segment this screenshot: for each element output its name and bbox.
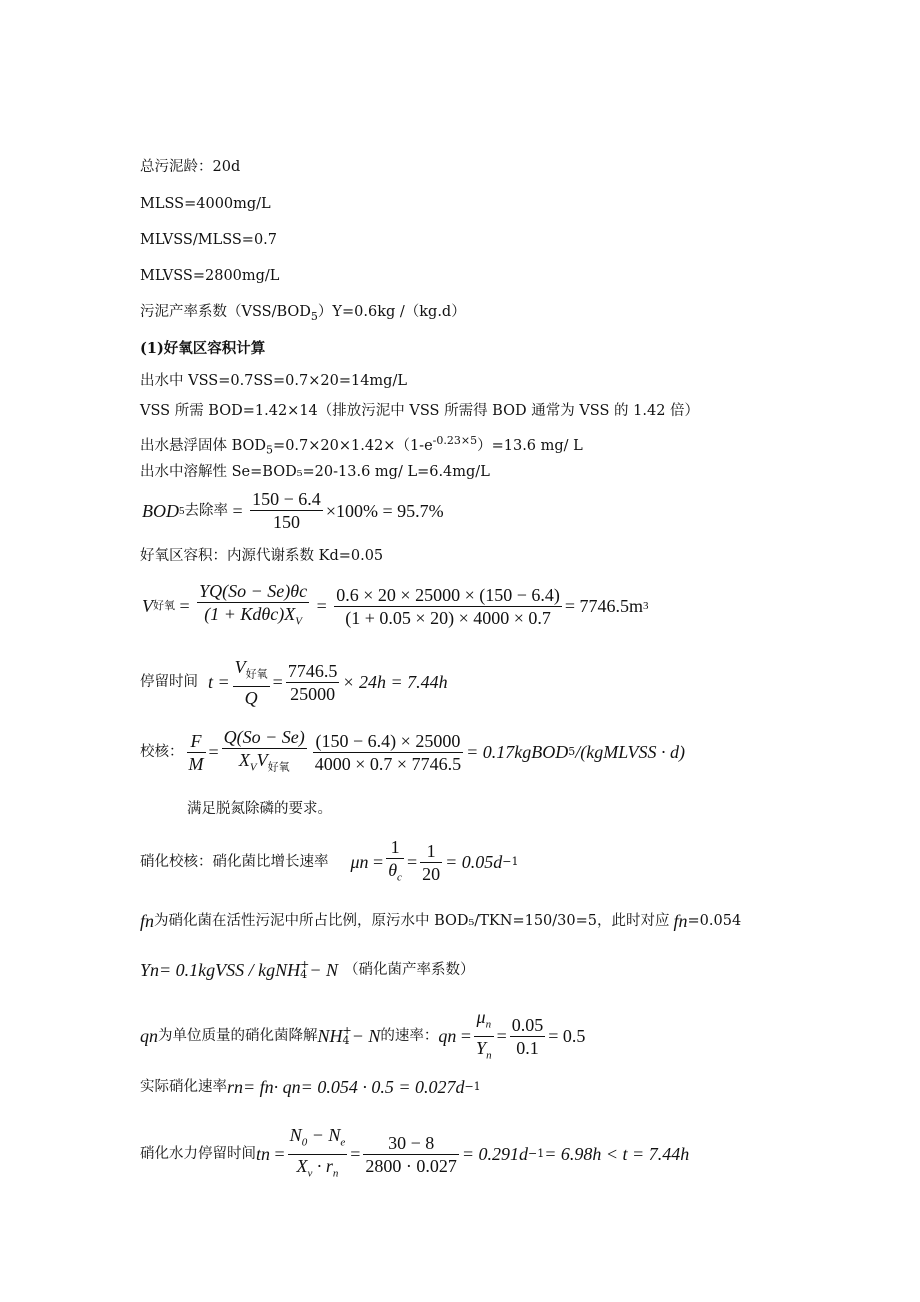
- actual-nitrification-rate-line: 实际硝化速率 r n = f n · q n = 0.054 · 0.5 = 0.027d −1: [140, 1077, 481, 1097]
- retention-time-equation: 停留时间 t = $\frac{V_{好氧}}{Q}$ = $\frac{7746.5}{25000}$ × 24h = 7.44h: [140, 657, 448, 708]
- volume-formula-fraction: $\frac{YQ(So - Se)\theta c}{(1 + Kd\theta c)X_V}$: [199, 581, 308, 628]
- nitrification-formula-fraction: $\frac{N_0 - N_e}{X_v \cdot r_n}$: [289, 1125, 346, 1180]
- bod-removal-fraction: $\frac{150 - 6.4}{150}$: [252, 489, 321, 532]
- kd-line: 好氧区容积：内源代谢系数 Kd=0.05: [140, 548, 384, 564]
- fm-value-fraction: $\frac{(150 - 6.4) \times 25000}{4000 \times 0.7 \times 7746.5}$: [314, 730, 462, 774]
- fm-formula-fraction: $\frac{Q(So - Se)}{X_VV_{好氧}}$: [223, 727, 305, 774]
- requirement-met-line: 满足脱氮除磷的要求。: [187, 801, 332, 817]
- section-heading: (1)好氧区容积计算: [140, 340, 266, 357]
- retention-value-fraction: $\frac{7746.5}{25000}$: [287, 660, 338, 704]
- nitrification-value-fraction: $\frac{30 - 8}{2800 \cdot 0.027}$: [365, 1132, 457, 1176]
- volume-value-fraction: $\frac{0.6 \times 20 \times 25000 \times (150 - 6.4)}{(1 + 0.05 \times 20) \times 4000 \times 0.7}$: [336, 584, 560, 628]
- effluent-vss-line: 出水中 VSS=0.7SS=0.7×20=14mg/L: [140, 373, 407, 389]
- rate-formula-fraction: $\frac{\mu_n}{Y_n}$: [476, 1007, 492, 1062]
- growth-formula-fraction: $\frac{1}{\theta_c}$: [388, 837, 402, 884]
- aerobic-volume-equation: V 好氧 = $\frac{YQ(So - Se)\theta c}{(1 + Kd\theta c)X_V}$ = $\frac{0.6 \times 20 \times 25000 \times (150 - 6.4)}{(1 + 0.05 \times 20) \times 4000 \times 0.7}$ = 7746.5m 3: [142, 580, 649, 633]
- mlvss-line: MLVSS=2800mg/L: [140, 268, 280, 284]
- retention-formula-fraction: $\frac{V_{好氧}}{Q}$: [234, 657, 268, 708]
- fm-fraction: $\frac{F}{M}$: [188, 730, 204, 774]
- nitrifier-yield-line: Y n = 0.1kgVSS / kgNH + 4 − N （硝化菌产率系数）: [140, 958, 475, 981]
- nitrification-growth-equation: 硝化校核：硝化菌比增长速率 μ n = $\frac{1}{\theta_c}$ = $\frac{1}{20}$ = 0.05d −1: [140, 836, 518, 889]
- nitrification-rate-line: q n 为单位质量的硝化菌降解 NH + 4 − N 的速率： q n = $\frac{\mu_n}{Y_n}$ = $\frac{0.05}{0.1}$ = 0.5: [140, 1006, 585, 1066]
- mlss-line: MLSS=4000mg/L: [140, 196, 271, 212]
- effluent-ss-bod-line: 出水悬浮固体 $BOD_5=0.7\times 20\times 1.42\times(1-e^{-0.23\times 5})=13.6$ mg/ L: [140, 434, 583, 457]
- nitrification-retention-line: 硝化水力停留时间 t n = $\frac{N_0 - N_e}{X_v \cdot r_n}$ = $\frac{30 - 8}{2800 \cdot 0.027}$ = 0.291d −1 = 6.98h < t = 7.44h: [140, 1124, 689, 1184]
- yield-coefficient-line: 污泥产率系数$(VSS/BOD_5)Y=0.6kg$ /（kg.d）: [140, 304, 466, 323]
- fm-check-equation: 校核： $\frac{F}{M}$ = $\frac{Q(So - Se)}{X_VV_{好氧}}$ $\frac{(150 - 6.4) \times 25000}{4000 \times 0.7 \times 7746.5}$ = 0.17kgBOD 5 /(kgMLVSS · d): [140, 726, 685, 779]
- bod-removal-equation: BOD 5 去除率 = $\frac{150 - 6.4}{150}$ ×100% = 95.7%: [142, 489, 444, 532]
- rate-value-fraction: $\frac{0.05}{0.1}$: [511, 1014, 544, 1058]
- soluble-se-line: 出水中溶解性 Se=BOD₅=20-13.6 mg/ L=6.4mg/L: [140, 464, 490, 480]
- mlvss-ratio-line: MLVSS/MLSS=0.7: [140, 232, 278, 248]
- sludge-age-line: 总污泥龄：20d: [140, 159, 241, 175]
- vss-bod-line: VSS 所需 BOD=1.42×14（排放污泥中 VSS 所需得 BOD 通常为 VSS 的 1.42 倍）: [140, 403, 700, 419]
- nitrifier-fraction-line: f n 为硝化菌在活性污泥中所占比例，原污水中 BOD₅/TKN=150/30=5，此时对应 f n =0.054: [140, 911, 742, 931]
- growth-value-fraction: $\frac{1}{20}$: [422, 840, 441, 884]
